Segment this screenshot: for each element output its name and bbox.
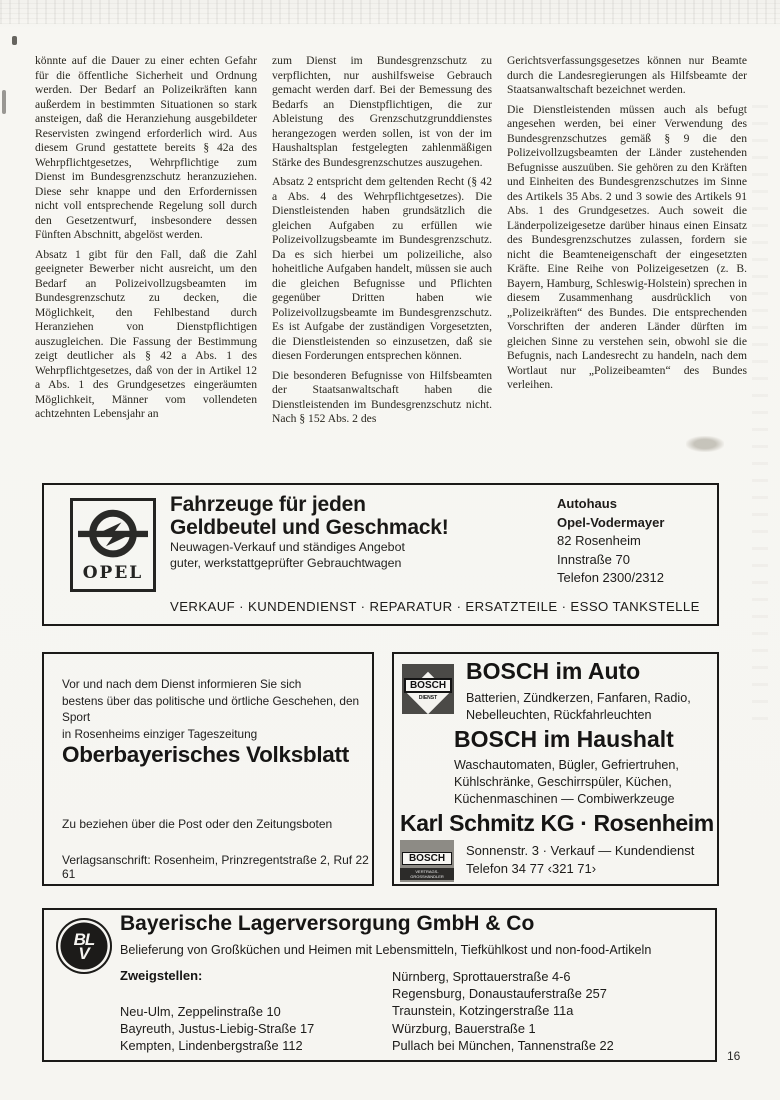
blv-branches-right	[392, 968, 614, 1054]
opel-headline	[170, 493, 449, 571]
branch-item: Neu-Ulm, Zeppelinstraße 10	[120, 1004, 281, 1019]
intro-line1: Vor und nach dem Dienst informieren Sie sich	[62, 677, 302, 691]
article-paragraph: Die besonderen Befugnisse von Hilfsbeamten der Staatsanwaltschaft haben die Dienstleistenden im Bundesgrenzschutz nicht. Nach § 152 Abs. 2 des	[272, 368, 492, 425]
opel-headline-line2: Geldbeutel und Geschmack!	[170, 516, 449, 539]
bosch-dealer-sublabel: VERTRAGS-GROSSHÄNDLER	[400, 868, 454, 880]
bosch-haushalt-heading: BOSCH im Haushalt	[454, 726, 674, 752]
blv-logo-letters-bottom: V	[78, 943, 90, 963]
bosch-dealer-wordmark: BOSCH	[402, 852, 452, 865]
haushalt-products-line3: Küchenmaschinen — Combiwerkzeuge	[454, 792, 675, 806]
bosch-wordmark: BOSCH	[404, 678, 452, 693]
scan-blemish	[752, 100, 768, 720]
bosch-ad	[392, 652, 719, 886]
bosch-auto-heading: BOSCH im Auto	[466, 658, 641, 684]
opel-dealer-address	[557, 495, 664, 588]
article-paragraph: Die Dienstleistenden müssen auch als befugt angesehen werden, bei einer Verwendung des Bundesgrenzschutzes gemäß § 9 die den Polizeivollzugsbeamten der Länder zustehenden Befugnisse auszuüben. Sie gehören zu den Kräften und Einheiten des Bundesgrenzschutzes im Sinne des Artikels 35 Abs. 2 und 3 sowie des Artikels 91 Abs. 1 des Grundgesetzes. Auch soweit die Länderpolizeigesetze darüber hinaus einen Einsatz des Bundesgrenzschutzes zulassen, fordern sie nicht die Beamteneigenschaft der eingesetzten Kräfte. Eine Reihe von Polizeigesetzen (z. B. Bayern, Hamburg, Schleswig-Holstein) sprechen in diesem Zusammenhang ausdrücklich von „Polizeikräften“ des Bundes. Die entsprechenden Vorschriften der anderen Länder dürften im gleichen Sinne zu verstehen sein, obwohl sie die Befugnis, nach Landesrecht zu handeln, nach dem Wortlaut nur „Polizeibeamten“ des Bundes verleihen.	[507, 102, 747, 391]
branch-item: Pullach bei München, Tannenstraße 22	[392, 1037, 614, 1053]
branch-item: Regensburg, Donaustauferstraße 257	[392, 986, 607, 1002]
bosch-dienst-logo	[402, 664, 454, 714]
branch-item: Kempten, Lindenbergstraße 112	[120, 1038, 303, 1054]
volksblatt-ad	[42, 652, 374, 886]
blv-branches-left	[120, 1003, 314, 1055]
article-paragraph: zum Dienst im Bundesgrenzschutz zu verpflichten, nur aushilfsweise Gebrauch gemacht werden darf. Bei der Bemessung des Bedarfs an Dienstpflichtigen, die zur Ableistung des Grenzschutzgrunddienstes herangezogen werden sollen, ist von der im Haushaltsplan festgelegten zahlenmäßigen Stärke des Bundesgrenzschutzes auszugehen.	[272, 54, 492, 169]
volksblatt-distribution: Zu beziehen über die Post oder den Zeitungsboten	[62, 817, 333, 831]
volksblatt-publisher: Verlagsanschrift: Rosenheim, Prinzregentstraße 2, Ruf 22 61	[62, 853, 369, 881]
blv-ad	[42, 908, 717, 1062]
opel-subline2: guter, werkstattgeprüfter Gebrauchtwagen	[170, 556, 402, 570]
karl-schmitz-address	[466, 842, 694, 878]
branch-item: Würzburg, Bauerstraße 1	[392, 1020, 536, 1036]
bosch-dienst-label: DIENST	[418, 695, 438, 701]
opel-headline-line1: Fahrzeuge für jeden	[170, 493, 366, 516]
scan-noise-strip	[0, 0, 780, 24]
bosch-haushalt-products	[454, 757, 679, 808]
article-column-1	[35, 54, 257, 432]
scan-blemish	[686, 436, 724, 452]
intro-line2: bestens über das politische und örtliche Geschehen, den Sport	[62, 693, 360, 724]
auto-products-line2: Nebelleuchten, Rückfahrleuchten	[466, 708, 652, 722]
bosch-auto-products	[466, 690, 691, 724]
dealer-phone: Telefon 2300/2312	[557, 570, 664, 585]
blv-logo	[56, 918, 112, 974]
schmitz-address-line2: Telefon 34 77 ‹321 71›	[466, 861, 597, 876]
article-paragraph: Absatz 1 gibt für den Fall, daß die Zahl geeigneter Bewerber nicht ausreicht, um den Bedarf an Polizeivollzugsbeamten im Bundesgrenzschutz zu decken, die Möglichkeit, den Fehlbestand durch Heranziehen von Dienstpflichtigen auszugleichen. Die Fassung der Bestimmung zeigt deutlicher als § 42 a Abs. 1 des Wehrpflichtgesetzes, daß von der in Artikel 12 a Abs. 1 des Grundgesetzes eingeräumten Möglichkeit, Männer vom vollendeten achtzehnten Lebensjahr an	[35, 247, 257, 420]
scan-blemish	[2, 90, 6, 114]
volksblatt-title: Oberbayerisches Volksblatt	[62, 742, 349, 767]
blv-subtitle: Belieferung von Großküchen und Heimen mit Lebensmitteln, Tiefkühlkost und non-food-Artikeln	[120, 943, 652, 957]
haushalt-products-line2: Kühlschränke, Geschirrspüler, Küchen,	[454, 775, 672, 789]
opel-ad	[42, 483, 719, 626]
karl-schmitz-heading: Karl Schmitz KG · Rosenheim	[400, 810, 714, 836]
schmitz-address-line1: Sonnenstr. 3 · Verkauf — Kundendienst	[466, 843, 695, 858]
opel-logo	[70, 498, 156, 592]
opel-services-line: VERKAUF · KUNDENDIENST · REPARATUR · ERSATZTEILE · ESSO TANKSTELLE	[170, 599, 700, 614]
article-column-3	[507, 54, 747, 432]
blv-title: Bayerische Lagerversorgung GmbH & Co	[120, 912, 535, 935]
opel-subline1: Neuwagen-Verkauf und ständiges Angebot	[170, 540, 405, 554]
branch-item: Traunstein, Kotzingerstraße 11a	[392, 1003, 574, 1019]
haushalt-products-line1: Waschautomaten, Bügler, Gefriertruhen,	[454, 758, 679, 772]
intro-line3: in Rosenheims einziger Tageszeitung	[62, 726, 258, 741]
scan-blemish	[12, 36, 17, 45]
blv-logo-letters-top: BL	[73, 929, 95, 949]
article-paragraph: Absatz 2 entspricht dem geltenden Recht (§ 42 a Abs. 4 des Wehrpflichtgesetzes). Die Dienstleistenden haben grundsätzlich die gleichen Aufgaben zu erfüllen wie Polizeivollzugsbeamte im Bundesgrenzschutz. Da es sich hierbei um polizeiliche, also hoheitliche Aufgaben handelt, müssen sie auch die gleichen Befugnisse und Pflichten gegenüber Dritten haben wie Polizeivollzugsbeamte im Bundesgrenzschutz. Es ist Aufgabe der zuständigen Vorgesetzten, die Dienstleistenden so einzusetzen, daß sie diesen Forderungen entsprechen können.	[272, 175, 492, 362]
branch-item: Nürnberg, Sprottauerstraße 4-6	[392, 969, 571, 984]
blv-branches-label: Zweigstellen:	[120, 968, 203, 983]
article-column-2	[272, 54, 492, 432]
opel-wordmark: OPEL	[82, 563, 144, 583]
dealer-city: 82 Rosenheim	[557, 533, 641, 548]
auto-products-line1: Batterien, Zündkerzen, Fanfaren, Radio,	[466, 691, 691, 705]
article-paragraph: Gerichtsverfassungsgesetzes können nur Beamte durch die Landesregierungen als Hilfsbeamte der Staatsanwaltschaft bezeichnet werden.	[507, 54, 747, 96]
branch-item: Bayreuth, Justus-Liebig-Straße 17	[120, 1021, 315, 1037]
opel-blitz-icon	[78, 505, 148, 565]
dealer-street: Innstraße 70	[557, 551, 630, 567]
dealer-name-line1: Autohaus	[557, 496, 617, 511]
page-number: 16	[727, 1049, 741, 1063]
article-columns	[35, 54, 747, 432]
bosch-dealer-logo	[400, 840, 454, 882]
volksblatt-intro	[62, 676, 372, 742]
dealer-name-line2: Opel-Vodermayer	[557, 514, 665, 530]
article-paragraph: könnte auf die Dauer zu einer echten Gefahr für die öffentliche Sicherheit und Ordnung werden. Der Bedarf an Polizeikräften kann außerdem in bestimmten Situationen so stark ansteigen, daß die Heranziehung ausgebildeter Reservisten zwingend erforderlich wird. Aus diesem Grund gestattete bereits § 42a des Wehrpflichtgesetzes, Wehrpflichtige zum Dienst im Bundesgrenzschutz heranzuziehen. Diese sehr knappe und den Erfordernissen nicht voll entsprechende Regelung soll durch den Gesetzentwurf, insbesondere dessen Fünften Abschnitt, abgelöst werden.	[35, 54, 257, 241]
